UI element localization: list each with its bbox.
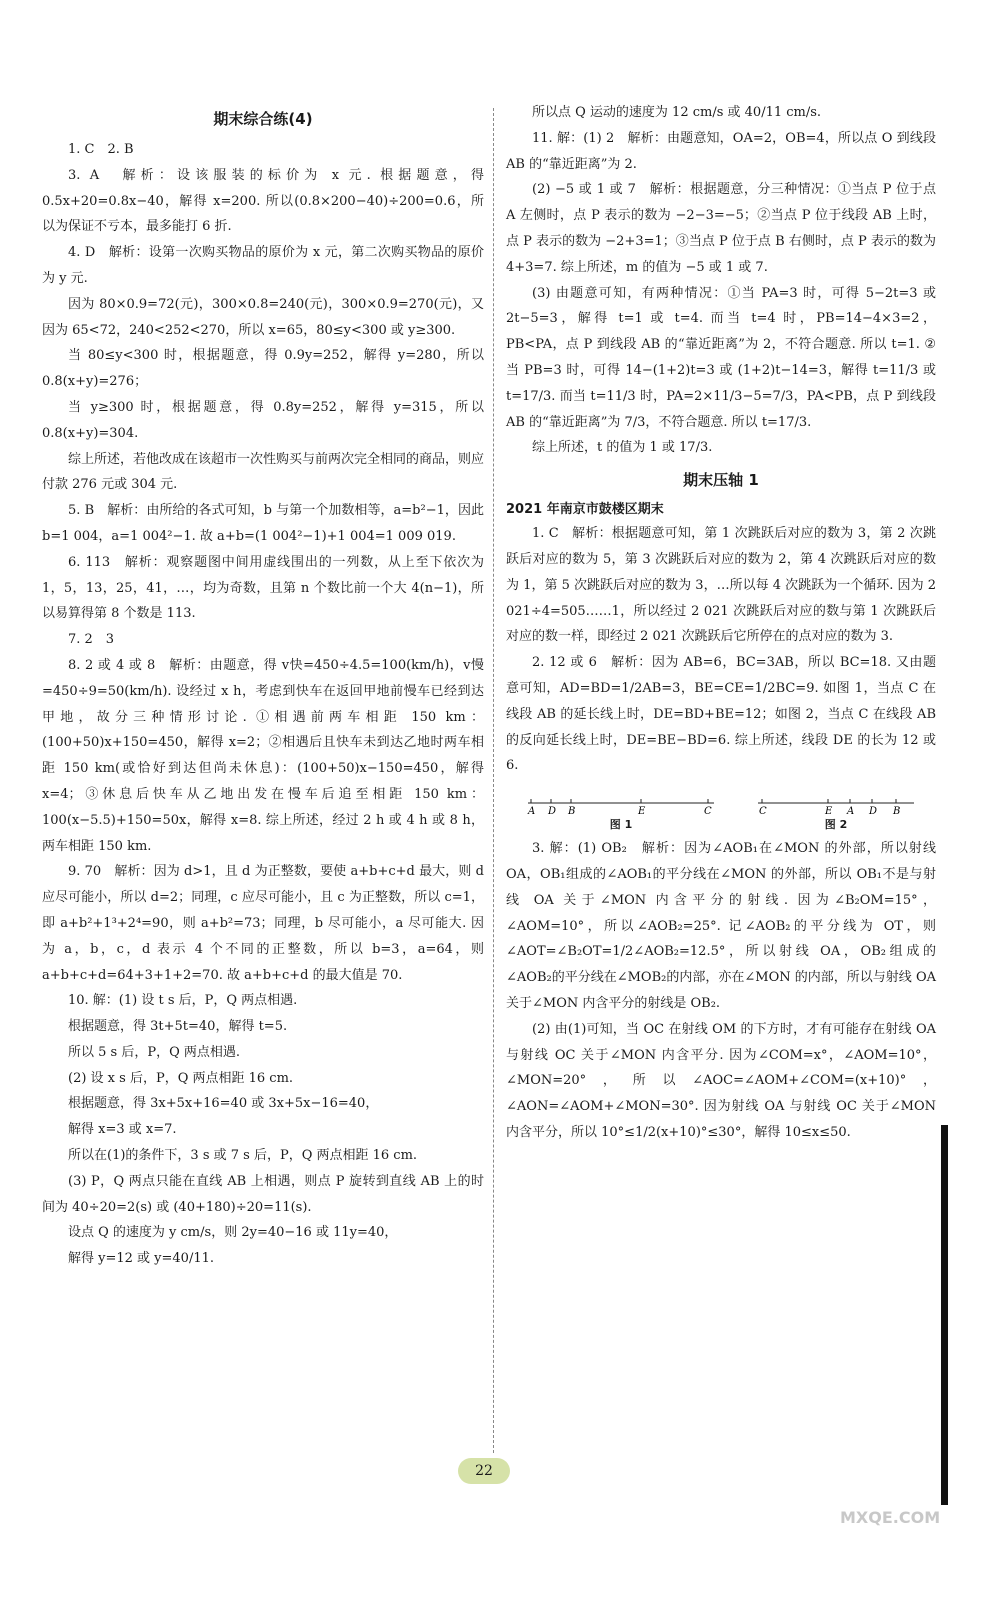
answer-para: 解得 x=3 或 x=7. (68, 1122, 177, 1138)
figure-2 (756, 789, 916, 832)
section-subtitle: 2021 年南京市鼓楼区期末 (506, 502, 664, 518)
page-number: 22 (458, 1458, 510, 1484)
point-label: B (568, 806, 576, 818)
answer-para: 根据题意，得 3x+5x+16=40 或 3x+5x−16=40， (68, 1096, 379, 1112)
column-divider (493, 108, 494, 1453)
answer-para: 解得 y=12 或 y=40/11. (68, 1251, 215, 1267)
figure-caption: 图 2 (824, 818, 848, 832)
answer-para: 1. C 2. B (68, 142, 134, 157)
figure-1 (526, 789, 716, 832)
point-label: E (825, 806, 833, 818)
point-label: C (704, 806, 712, 818)
answer-para: 设点 Q 的速度为 y cm/s，则 2y=40−16 或 11y=40， (68, 1225, 398, 1241)
number-line-figure-2 (756, 789, 916, 818)
section-title: 期末压轴 1 (683, 471, 759, 490)
number-line-figure-1 (526, 789, 716, 818)
answer-para: 11. 解：(1) 2 解析：由题意知，OA=2，OB=4，所以点 O 到线段 AB 的“靠近距离”为 2. (506, 130, 936, 172)
figure-caption: 图 1 (609, 818, 633, 832)
point-label: E (638, 806, 646, 818)
answer-para: 4. D 解析：设第一次购买物品的原价为 x 元，第二次购买物品的原价为 y 元. (42, 245, 484, 286)
answer-para: 10. 解：(1) 设 t s 后，P，Q 两点相遇. (68, 993, 298, 1009)
point-label: D (548, 806, 557, 818)
answer-para: 3. 解：(1) OB₂ 解析：因为∠AOB₁在∠MON 的外部，所以射线 OA，OB₁组成的∠AOB₁的平分线在∠MON 的外部，所以 OB₁不是与射线 OA 关于∠MON 内含平分的射线. 因为∠B₂OM=15°，∠AOM=10°，所以∠AOB₂=25°. 记∠AOB₂的平分线为 OT，则∠AOT=∠B₂OT=1/2∠AOB₂=12.5°，所以射线 OA，OB₂组成的∠AOB₂的平分线在∠MOB₂的内部，亦在∠MON 的内部，所以与射线 OA 关于∠MON 内含平分的射线是 OB₂. (506, 841, 936, 1011)
answer-para: 综上所述，若他改成在该超市一次性购买与前两次完全相同的商品，则应付款 276 元或 304 元. (42, 451, 485, 493)
answer-para: 9. 70 解析：因为 d>1，且 d 为正整数，要使 a+b+c+d 最大，则 d 应尽可能小，所以 d=2；同理，c 应尽可能小，且 c 为正整数，所以 c=1，即 a+b²+1³+2⁴=90，则 a+b²=73；同理，b 尽可能小，a 尽可能大. 因为 a，b，c，d 表示 4 个不同的正整数，所以 b=3，a=64，则 a+b+c+d=64+3+1+2=70. 故 a+b+c+d 的最大值是 70. (42, 864, 484, 983)
answer-para: 因为 80×0.9=72(元)，300×0.8=240(元)，300×0.9=270(元)，又因为 65<72，240<252<270，所以 x=65，80≤y<300 或 y≥300. (42, 296, 484, 338)
answer-para: 根据题意，得 3t+5t=40，解得 t=5. (68, 1019, 288, 1035)
point-label: D (869, 806, 878, 818)
right-column (506, 100, 936, 1146)
answer-para: 3. A 解析：设该服装的标价为 x 元. 根据题意，得 0.5x+20=0.8x−40，解得 x=200. 所以(0.8×200−40)÷200=0.6，所以为保证不亏本，最多能打 6 折. (42, 167, 484, 235)
answer-para: (2) −5 或 1 或 7 解析：根据题意，分三种情况：①当点 P 位于点 A 左侧时，点 P 表示的数为 −2−3=−5；②当点 P 位于线段 AB 上时，点 P 表示的数为 −2+3=1；③当点 P 位于点 B 右侧时，点 P 表示的数为 4+3=7. 综上所述，m 的值为 −5 或 1 或 7. (506, 182, 936, 275)
answer-para: 当 80≤y<300 时，根据题意，得 0.9y=252，解得 y=280，所以 0.8(x+y)=276； (42, 348, 484, 390)
point-label: A (528, 806, 536, 818)
answer-para: 1. C 解析：根据题意可知，第 1 次跳跃后对应的数为 3，第 2 次跳跃后对应的数为 5，第 3 次跳跃后对应的数为 2，第 4 次跳跃后对应的数为 1，第 5 次跳跃后对应的数为 3，…所以每 4 次跳跃为一个循环. 因为 2 021÷4=505……1，所以经过 2 021 次跳跃后对应的数与第 1 次跳跃后对应的数一样，即经过 2 021 次跳跃后它所停在的点对应的数为 3. (506, 526, 936, 645)
answer-para: 2. 12 或 6 解析：因为 AB=6，BC=3AB，所以 BC=18. 又由题意可知，AD=BD=1/2AB=3，BE=CE=1/2BC=9. 如图 1，当点 C 在线段 AB 的延长线上时，DE=BD+BE=12；如图 2，当点 C 在线段 AB 的反向延长线上时，DE=BE−BD=6. 综上所述，线段 DE 的长为 12 或 6. (506, 655, 936, 774)
answer-para: (2) 设 x s 后，P，Q 两点相距 16 cm. (68, 1070, 294, 1086)
point-label: A (847, 806, 855, 818)
answer-para: 5. B 解析：由所给的各式可知，b 与第一个加数相等，a=b²−1，因此 b=1 004，a=1 004²−1. 故 a+b=(1 004²−1)+1 004=1 009 019. (42, 503, 484, 544)
answer-para: 当 y≥300 时，根据题意，得 0.8y=252，解得 y=315，所以 0.8(x+y)=304. (42, 399, 484, 441)
answer-para: (2) 由(1)可知，当 OC 在射线 OM 的下方时，才有可能存在射线 OA 与射线 OC 关于∠MON 内含平分. 因为∠COM=x°，∠AOM=10°，∠MON=20°，所以∠AOC=∠AOM+∠COM=(x+10)°，∠AON=∠AOM+∠MON=30°. 因为射线 OA 与射线 OC 关于∠MON 内含平分，所以 10°≤1/2(x+10)°≤30°，解得 10≤x≤50. (506, 1021, 936, 1140)
answer-para: 6. 113 解析：观察题图中间用虚线围出的一列数，从上至下依次为 1，5，13，25，41，…，均为奇数，且第 n 个数比前一个大 4(n−1)，所以易算得第 8 个数是 113. (42, 554, 484, 622)
point-label: C (759, 806, 767, 818)
answer-para: (3) P，Q 两点只能在直线 AB 上相遇，则点 P 旋转到直线 AB 上的时间为 40÷20=2(s) 或 (40+180)÷20=11(s). (42, 1173, 484, 1215)
answer-para: 8. 2 或 4 或 8 解析：由题意，得 v快=450÷4.5=100(km/h)，v慢=450÷9=50(km/h). 设经过 x h，考虑到快车在返回甲地前慢车已经到达甲地，故分三种情形讨论. ①相遇前两车相距 150 km：(100+50)x+150=450，解得 x=2；②相遇后且快车未到达乙地时两车相距 150 km(或恰好到达但尚未休息)：(100+50)x−150=450，解得 x=4；③休息后快车从乙地出发在慢车后追至相距 150 km：100(x−5.5)+150=50x，解得 x=8. 综上所述，经过 2 h 或 4 h 或 8 h，两车相距 150 km. (42, 657, 484, 854)
page-edge-bar (941, 1125, 948, 1505)
point-label: B (893, 806, 901, 818)
answer-para: 综上所述，t 的值为 1 或 17/3. (532, 440, 713, 456)
answer-para: 所以点 Q 运动的速度为 12 cm/s 或 40/11 cm/s. (532, 105, 822, 120)
answer-para: 所以 5 s 后，P，Q 两点相遇. (68, 1044, 241, 1060)
watermark: MXQE.COM (840, 1508, 941, 1527)
answer-para: 所以在(1)的条件下，3 s 或 7 s 后，P，Q 两点相距 16 cm. (68, 1148, 418, 1164)
figures-row (506, 789, 936, 832)
left-column (42, 100, 484, 1272)
answer-para: (3) 由题意可知，有两种情况：①当 PA=3 时，可得 5−2t=3 或 2t−5=3，解得 t=1 或 t=4. 而当 t=4 时，PB=14−4×3=2，PB<PA，点 P 到线段 AB 的“靠近距离”为 2，不符合题意. 所以 t=1. ②当 PB=3 时，可得 14−(1+2)t=3 或 (1+2)t−14=3，解得 t=11/3 或 t=17/3. 而当 t=11/3 时，PA=2×11/3−5=7/3，PA<PB，点 P 到线段 AB 的“靠近距离”为 7/3，不符合题意. 所以 t=17/3. (506, 285, 936, 430)
section-title: 期末综合练(4) (213, 110, 313, 128)
answer-para: 7. 2 3 (68, 632, 115, 648)
